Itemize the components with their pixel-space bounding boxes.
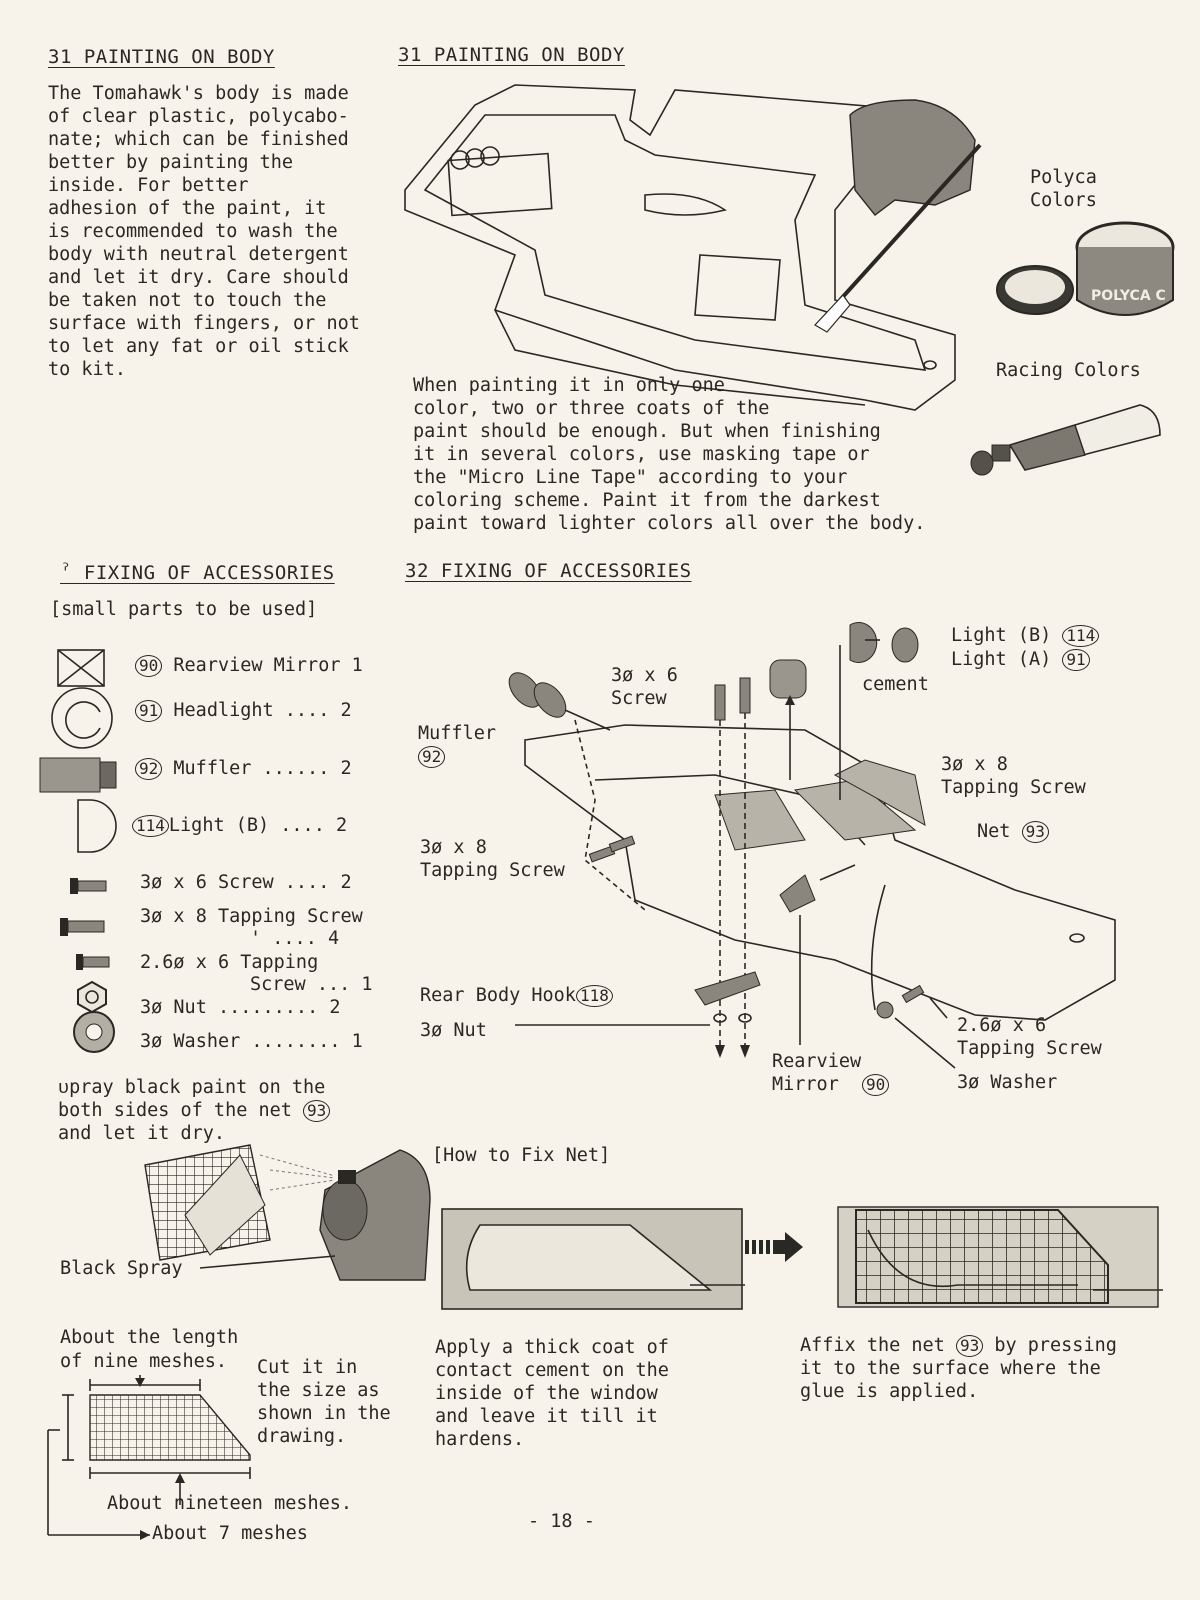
tapping-screw-right-label: 3ø x 8 Tapping Screw [941, 754, 1086, 798]
svg-text:POLYCA C: POLYCA C [1091, 288, 1166, 304]
how-to-fix-net-title: [How to Fix Net] [432, 1145, 611, 1166]
nineteen-meshes-label: About nineteen meshes. [107, 1493, 353, 1514]
small-parts-caption: [small parts to be used] [50, 599, 318, 620]
black-spray-label: Black Spray [60, 1258, 183, 1279]
polyca-colors-label: Polyca Colors [1030, 167, 1097, 211]
black-spray-leader-line [200, 1250, 340, 1270]
spray-instruction-text-2: and let it dry. [58, 1123, 226, 1144]
net-affixed-illustration [838, 1205, 1168, 1320]
parts-icons-column [40, 640, 140, 1060]
rearview-mirror-icon [58, 650, 104, 686]
page-number: - 18 - [528, 1511, 595, 1532]
nine-meshes-label-a: About the length [60, 1327, 239, 1348]
rearview-mirror-label: Rearview Mirror [772, 1051, 862, 1095]
washer-icon [74, 1012, 114, 1052]
washer-label: 3ø Washer [957, 1072, 1058, 1093]
part-row-tapping-screw-26x6-qty: Screw ... 1 [250, 974, 373, 995]
muffler-label: Muffler [418, 723, 496, 744]
racing-colors-tube-illustration [970, 395, 1170, 480]
window-cement-illustration [440, 1205, 750, 1315]
cement-label: cement [862, 674, 929, 695]
screw-3x6-icon [70, 878, 106, 894]
body-painting-illustration [395, 80, 995, 420]
painting-intro-text: The Tomahawk's body is made of clear plastic, polycabo- nate; which can be finished better by painting the inside. For better adhesion of the paint, it is recommended to wash the body with neutral detergent and let it dry. Care should be taken not to touch the surface with fingers, or not to let any fat or oil stick to kit. [48, 83, 360, 380]
headlight-icon [52, 688, 112, 748]
tapping-screw-left-label: 3ø x 8 Tapping Screw [420, 837, 565, 881]
arrow-right-icon [745, 1232, 805, 1262]
part-row-washer: 3ø Washer ........ 1 [140, 1031, 363, 1052]
net-label: Net 93 [977, 820, 1049, 843]
part-row-nut: 3ø Nut ......... 2 [140, 997, 341, 1018]
part-row-tapping-screw-3x8-qty: ' .... 4 [250, 928, 340, 949]
muffler-icon [40, 758, 116, 792]
affix-net-text: Affix the net 93 by pressing it to the surface where the glue is applied. [800, 1335, 1117, 1402]
section-31-heading-right: 31 PAINTING ON BODY [398, 44, 625, 66]
part-row-light-b: 114 Light (B) .... 2 [132, 814, 347, 837]
part-row-rearview-mirror: 90 Rearview Mirror 1 [135, 654, 363, 677]
light-b-label: Light (B) 114 [951, 624, 1099, 647]
section-32-heading-left: ˀ FIXING OF ACCESSORIES [60, 562, 335, 584]
racing-colors-label: Racing Colors [996, 360, 1141, 381]
cut-instruction-text: Cut it in the size as shown in the drawing. [257, 1357, 391, 1447]
muffler-number: 92 [418, 745, 445, 768]
nut-icon [78, 982, 106, 1012]
part-row-tapping-screw-3x8: 3ø x 8 Tapping Screw [140, 906, 363, 927]
screw-3x6-label: 3ø x 6 Screw [611, 665, 678, 709]
light-a-label: Light (A) 91 [951, 648, 1090, 671]
nut-label: 3ø Nut [420, 1020, 487, 1041]
apply-cement-text: Apply a thick coat of contact cement on the inside of the window and leave it till it hardens. [435, 1337, 669, 1450]
tapping-screw-26x6-icon [76, 954, 109, 970]
rearview-mirror-number: 90 [862, 1073, 889, 1096]
tapping-screw-26-label: 2.6ø x 6 Tapping Screw [957, 1015, 1102, 1059]
seven-meshes-label: About 7 meshes [152, 1523, 308, 1544]
part-row-tapping-screw-26x6: 2.6ø x 6 Tapping [140, 952, 319, 973]
light-b-icon [78, 800, 116, 852]
polyca-jars-illustration [995, 215, 1175, 340]
tapping-screw-3x8-icon [60, 918, 104, 936]
section-32-heading-right: 32 FIXING OF ACCESSORIES [405, 560, 692, 582]
part-row-muffler: 92 Muffler ...... 2 [135, 757, 352, 780]
part-row-headlight: 91 Headlight .... 2 [135, 699, 352, 722]
part-row-screw-3x6: 3ø x 6 Screw .... 2 [140, 872, 352, 893]
painting-instructions-text: When painting it in only one color, two or three coats of the paint should be enough. But when finishing it in several colors, use masking tape or the "Micro Line Tape" according to your coloring scheme. Paint it from the darkest paint toward lighter colors all over the body. [413, 375, 926, 534]
spray-instruction-text: ᴜpray black paint on the both sides of the net 93 [58, 1076, 330, 1122]
nine-meshes-label-b: of nine meshes. [60, 1351, 228, 1372]
section-31-heading-left: 31 PAINTING ON BODY [48, 46, 275, 68]
rear-body-hook-label: Rear Body Hook 118 [420, 984, 613, 1007]
